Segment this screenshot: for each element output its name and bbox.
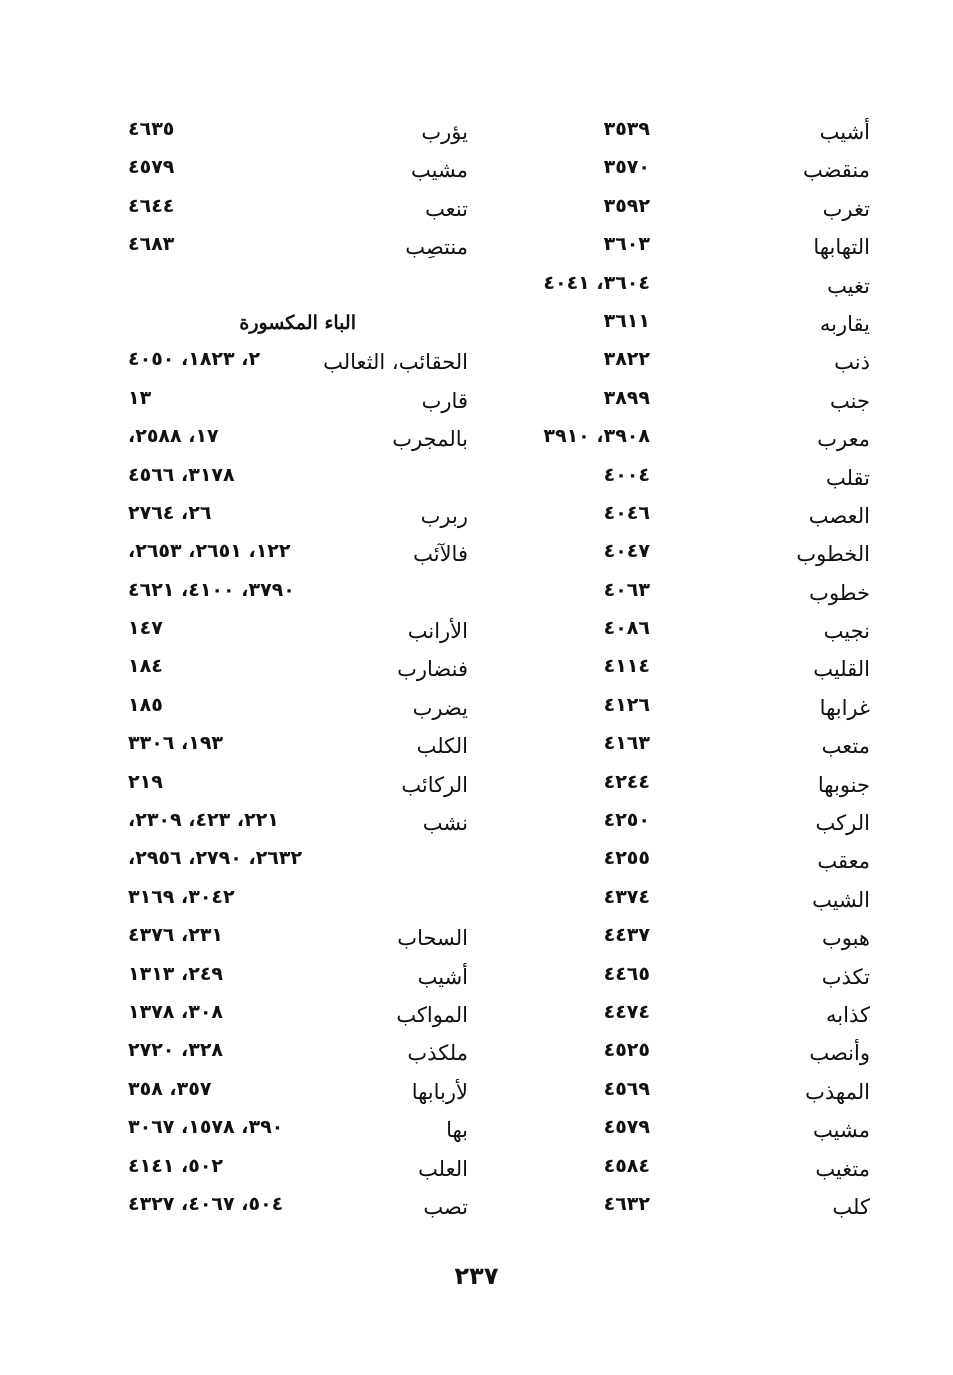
index-entry xyxy=(120,651,468,689)
index-entry xyxy=(520,843,870,881)
index-entry xyxy=(520,460,870,498)
index-number: ٣٦٠٣ xyxy=(603,233,650,256)
index-number: ١٨٥ xyxy=(128,693,163,716)
index-entry xyxy=(520,882,870,920)
index-word: نشب xyxy=(422,811,468,836)
index-number: ٥٠٤، ٤٠٦٧، ٤٣٢٧ xyxy=(128,1192,284,1215)
index-number: ٣٥٣٩ xyxy=(603,118,650,140)
index-number: ١٤٧ xyxy=(128,617,163,640)
index-entry xyxy=(120,383,468,421)
index-word: منقضب xyxy=(802,158,870,183)
index-number: ١٢٢، ٢٦٥١، ٢٦٥٣، xyxy=(128,540,291,563)
index-number: ٤٥٧٩ xyxy=(128,156,175,179)
index-word: التهابها xyxy=(813,235,870,260)
index-entry xyxy=(120,421,468,459)
index-number: ٤٦٣٥ xyxy=(128,118,175,140)
index-word: لأربابها xyxy=(411,1079,468,1104)
index-entry xyxy=(120,152,468,190)
index-entry xyxy=(120,1112,468,1150)
index-number: ٤٠٠٤ xyxy=(603,463,650,486)
index-word: كلب xyxy=(832,1194,870,1219)
index-word: ملكذب xyxy=(407,1041,468,1066)
index-number: ٢٢١، ٤٢٣، ٢٣٠٩، xyxy=(128,809,279,832)
index-entry xyxy=(520,651,870,689)
index-entry xyxy=(120,306,468,344)
index-word: قارب xyxy=(421,388,468,413)
index-number: ٣٧٩٠، ٤١٠٠، ٤٦٢١ xyxy=(128,578,295,601)
right-index-column xyxy=(520,114,870,1227)
index-entry xyxy=(120,613,468,651)
index-number: ٣٢٨، ٢٧٢٠ xyxy=(128,1039,224,1062)
index-word: أشيب xyxy=(417,964,468,989)
index-entry xyxy=(520,306,870,344)
index-entry xyxy=(520,959,870,997)
index-word: منتصِب xyxy=(405,235,468,260)
index-entry xyxy=(120,1074,468,1112)
index-word: تغيب xyxy=(827,273,870,298)
index-number: ١٧، ٢٥٨٨، xyxy=(128,425,219,448)
index-entry xyxy=(520,920,870,958)
index-entry xyxy=(520,229,870,267)
index-number: ٤٠٤٧ xyxy=(603,540,650,563)
index-number: ٣٥٧٠ xyxy=(603,156,650,179)
index-entry xyxy=(120,344,468,382)
index-entry xyxy=(120,767,468,805)
index-number: ١٣ xyxy=(128,386,152,409)
index-word: تنعب xyxy=(425,196,468,221)
index-entry xyxy=(520,498,870,536)
index-word: تصب xyxy=(423,1194,468,1219)
index-word: الأرانب xyxy=(407,619,468,644)
index-entry xyxy=(520,152,870,190)
index-word: فنضارب xyxy=(397,657,468,682)
index-word: ربرب xyxy=(420,503,468,528)
index-word: نجيب xyxy=(823,619,870,644)
index-number: ٣٩٠، ١٥٧٨، ٣٠٦٧ xyxy=(128,1116,284,1139)
index-entry xyxy=(120,268,468,306)
index-word: جنوبها xyxy=(817,772,870,797)
index-entry xyxy=(520,728,870,766)
index-number: ٤٢٤٤ xyxy=(603,770,650,793)
index-word: العلب xyxy=(418,1156,468,1181)
index-word: تقلب xyxy=(825,465,870,490)
index-entry xyxy=(120,805,468,843)
index-entry xyxy=(120,229,468,267)
index-word: بالمجرب xyxy=(392,427,468,452)
index-entry xyxy=(520,268,870,306)
index-entry xyxy=(520,575,870,613)
index-entry xyxy=(120,1189,468,1227)
index-entry xyxy=(120,728,468,766)
index-number: ٢٣١، ٤٣٧٦ xyxy=(128,924,224,947)
index-word: بها xyxy=(446,1118,468,1143)
index-number: ٤٤٧٤ xyxy=(603,1000,650,1023)
index-word: مشيب xyxy=(411,158,468,183)
index-word: الركائب xyxy=(401,772,468,797)
index-word: معقب xyxy=(817,849,870,874)
index-number: ١٩٣، ٣٣٠٦ xyxy=(128,732,224,755)
index-number: ٤١١٤ xyxy=(603,655,650,678)
index-word: الخطوب xyxy=(796,542,870,567)
index-number: ٣٥٧، ٣٥٨ xyxy=(128,1077,212,1100)
index-word: أشيب xyxy=(819,120,870,144)
index-entry xyxy=(520,1189,870,1227)
index-number: ٤٤٣٧ xyxy=(603,924,650,947)
index-word: ذنب xyxy=(834,350,870,375)
index-entry xyxy=(120,920,468,958)
index-entry xyxy=(520,383,870,421)
page-number: ٢٣٧ xyxy=(454,1262,499,1290)
index-word: مشيب xyxy=(813,1118,870,1143)
index-word: هبوب xyxy=(821,926,870,951)
index-entry xyxy=(520,767,870,805)
index-word: كذابه xyxy=(826,1002,870,1027)
index-word: الحقائب، الثعالب xyxy=(323,350,468,375)
index-entry xyxy=(120,1035,468,1073)
index-number: ٤١٢٦ xyxy=(603,693,650,716)
index-entry xyxy=(120,690,468,728)
index-number: ٤١٦٣ xyxy=(603,732,650,755)
index-entry xyxy=(520,805,870,843)
index-word: المواكب xyxy=(396,1002,468,1027)
index-number: ٣٦٠٤، ٤٠٤١ xyxy=(543,271,650,294)
index-word: الكلب xyxy=(416,734,468,759)
index-word: العصب xyxy=(808,503,870,528)
index-entry xyxy=(120,1151,468,1189)
index-number: ٤٥٢٥ xyxy=(603,1039,650,1062)
index-entry xyxy=(120,536,468,574)
index-number: ٤٤٦٥ xyxy=(603,962,650,985)
index-entry xyxy=(520,344,870,382)
index-number: ٤٠٦٣ xyxy=(603,578,650,601)
index-number: ٤٠٨٦ xyxy=(603,617,650,640)
index-word: خطوب xyxy=(809,580,870,605)
index-entry xyxy=(520,690,870,728)
index-number: ٣٩٠٨، ٣٩١٠ xyxy=(543,425,650,448)
index-number: ٢، ١٨٢٣، ٤٠٥٠ xyxy=(128,348,261,371)
index-number: ٣١٧٨، ٤٥٦٦ xyxy=(128,463,235,486)
index-word: فالآئب xyxy=(413,542,468,567)
left-index-column xyxy=(120,114,468,1227)
index-word: متغيب xyxy=(815,1156,870,1181)
index-number: ٣٨٢٢ xyxy=(603,348,650,371)
index-number: ٤٢٥٥ xyxy=(603,847,650,870)
index-entry xyxy=(520,1074,870,1112)
index-word: الركب xyxy=(815,811,870,836)
index-number: ٣٥٩٢ xyxy=(603,194,650,217)
index-number: ٢٤٩، ١٣١٣ xyxy=(128,962,224,985)
index-entry xyxy=(520,191,870,229)
index-word: متعب xyxy=(821,734,870,759)
index-word: يقاربه xyxy=(819,311,870,336)
index-number: ٤٥٦٩ xyxy=(603,1077,650,1100)
index-number: ٤٢٥٠ xyxy=(603,809,650,832)
index-word: تكذب xyxy=(821,964,870,989)
index-number: ١٨٤ xyxy=(128,655,163,678)
index-word: تغرب xyxy=(822,196,870,221)
section-heading: الباء المكسورة xyxy=(239,311,356,334)
index-word: يؤرب xyxy=(421,120,468,144)
index-entry xyxy=(120,575,468,613)
index-word: معرب xyxy=(817,427,870,452)
index-word: المهذب xyxy=(805,1079,870,1104)
index-entry xyxy=(120,843,468,881)
index-number: ٣٠٨، ١٣٧٨ xyxy=(128,1000,224,1023)
index-entry xyxy=(520,536,870,574)
index-number: ٤٦٤٤ xyxy=(128,194,175,217)
index-entry xyxy=(520,114,870,152)
index-entry xyxy=(520,997,870,1035)
index-word: الشيب xyxy=(812,887,870,912)
index-entry xyxy=(120,997,468,1035)
index-word: يضرب xyxy=(412,695,468,720)
index-number: ٣٨٩٩ xyxy=(603,386,650,409)
index-number: ٢١٩ xyxy=(128,770,163,793)
index-entry xyxy=(120,498,468,536)
index-number: ٤٦٣٢ xyxy=(603,1192,650,1215)
index-number: ٤٥٨٤ xyxy=(603,1154,650,1177)
index-word: القليب xyxy=(813,657,870,682)
index-word: جنب xyxy=(830,388,870,413)
index-number: ٢٦، ٢٧٦٤ xyxy=(128,501,212,524)
index-number: ٤٠٤٦ xyxy=(603,501,650,524)
index-entry xyxy=(520,1151,870,1189)
index-entry xyxy=(120,460,468,498)
index-number: ٤٣٧٤ xyxy=(603,885,650,908)
index-entry xyxy=(520,613,870,651)
index-number: ٣٦١١ xyxy=(603,309,650,332)
index-entry xyxy=(520,1112,870,1150)
index-entry xyxy=(120,882,468,920)
index-number: ٥٠٢، ٤١٤١ xyxy=(128,1154,224,1177)
index-entry xyxy=(520,1035,870,1073)
index-number: ٢٦٣٢، ٢٧٩٠، ٢٩٥٦، xyxy=(128,847,303,870)
index-word: غرابها xyxy=(819,695,870,720)
index-word: وأنصب xyxy=(809,1041,870,1066)
index-entry xyxy=(120,191,468,229)
index-entry xyxy=(520,421,870,459)
index-entry xyxy=(120,959,468,997)
index-number: ٤٦٨٣ xyxy=(128,233,175,256)
index-entry xyxy=(120,114,468,152)
index-number: ٤٥٧٩ xyxy=(603,1116,650,1139)
index-number: ٣٠٤٢، ٣١٦٩ xyxy=(128,885,235,908)
index-word: السحاب xyxy=(397,926,468,951)
